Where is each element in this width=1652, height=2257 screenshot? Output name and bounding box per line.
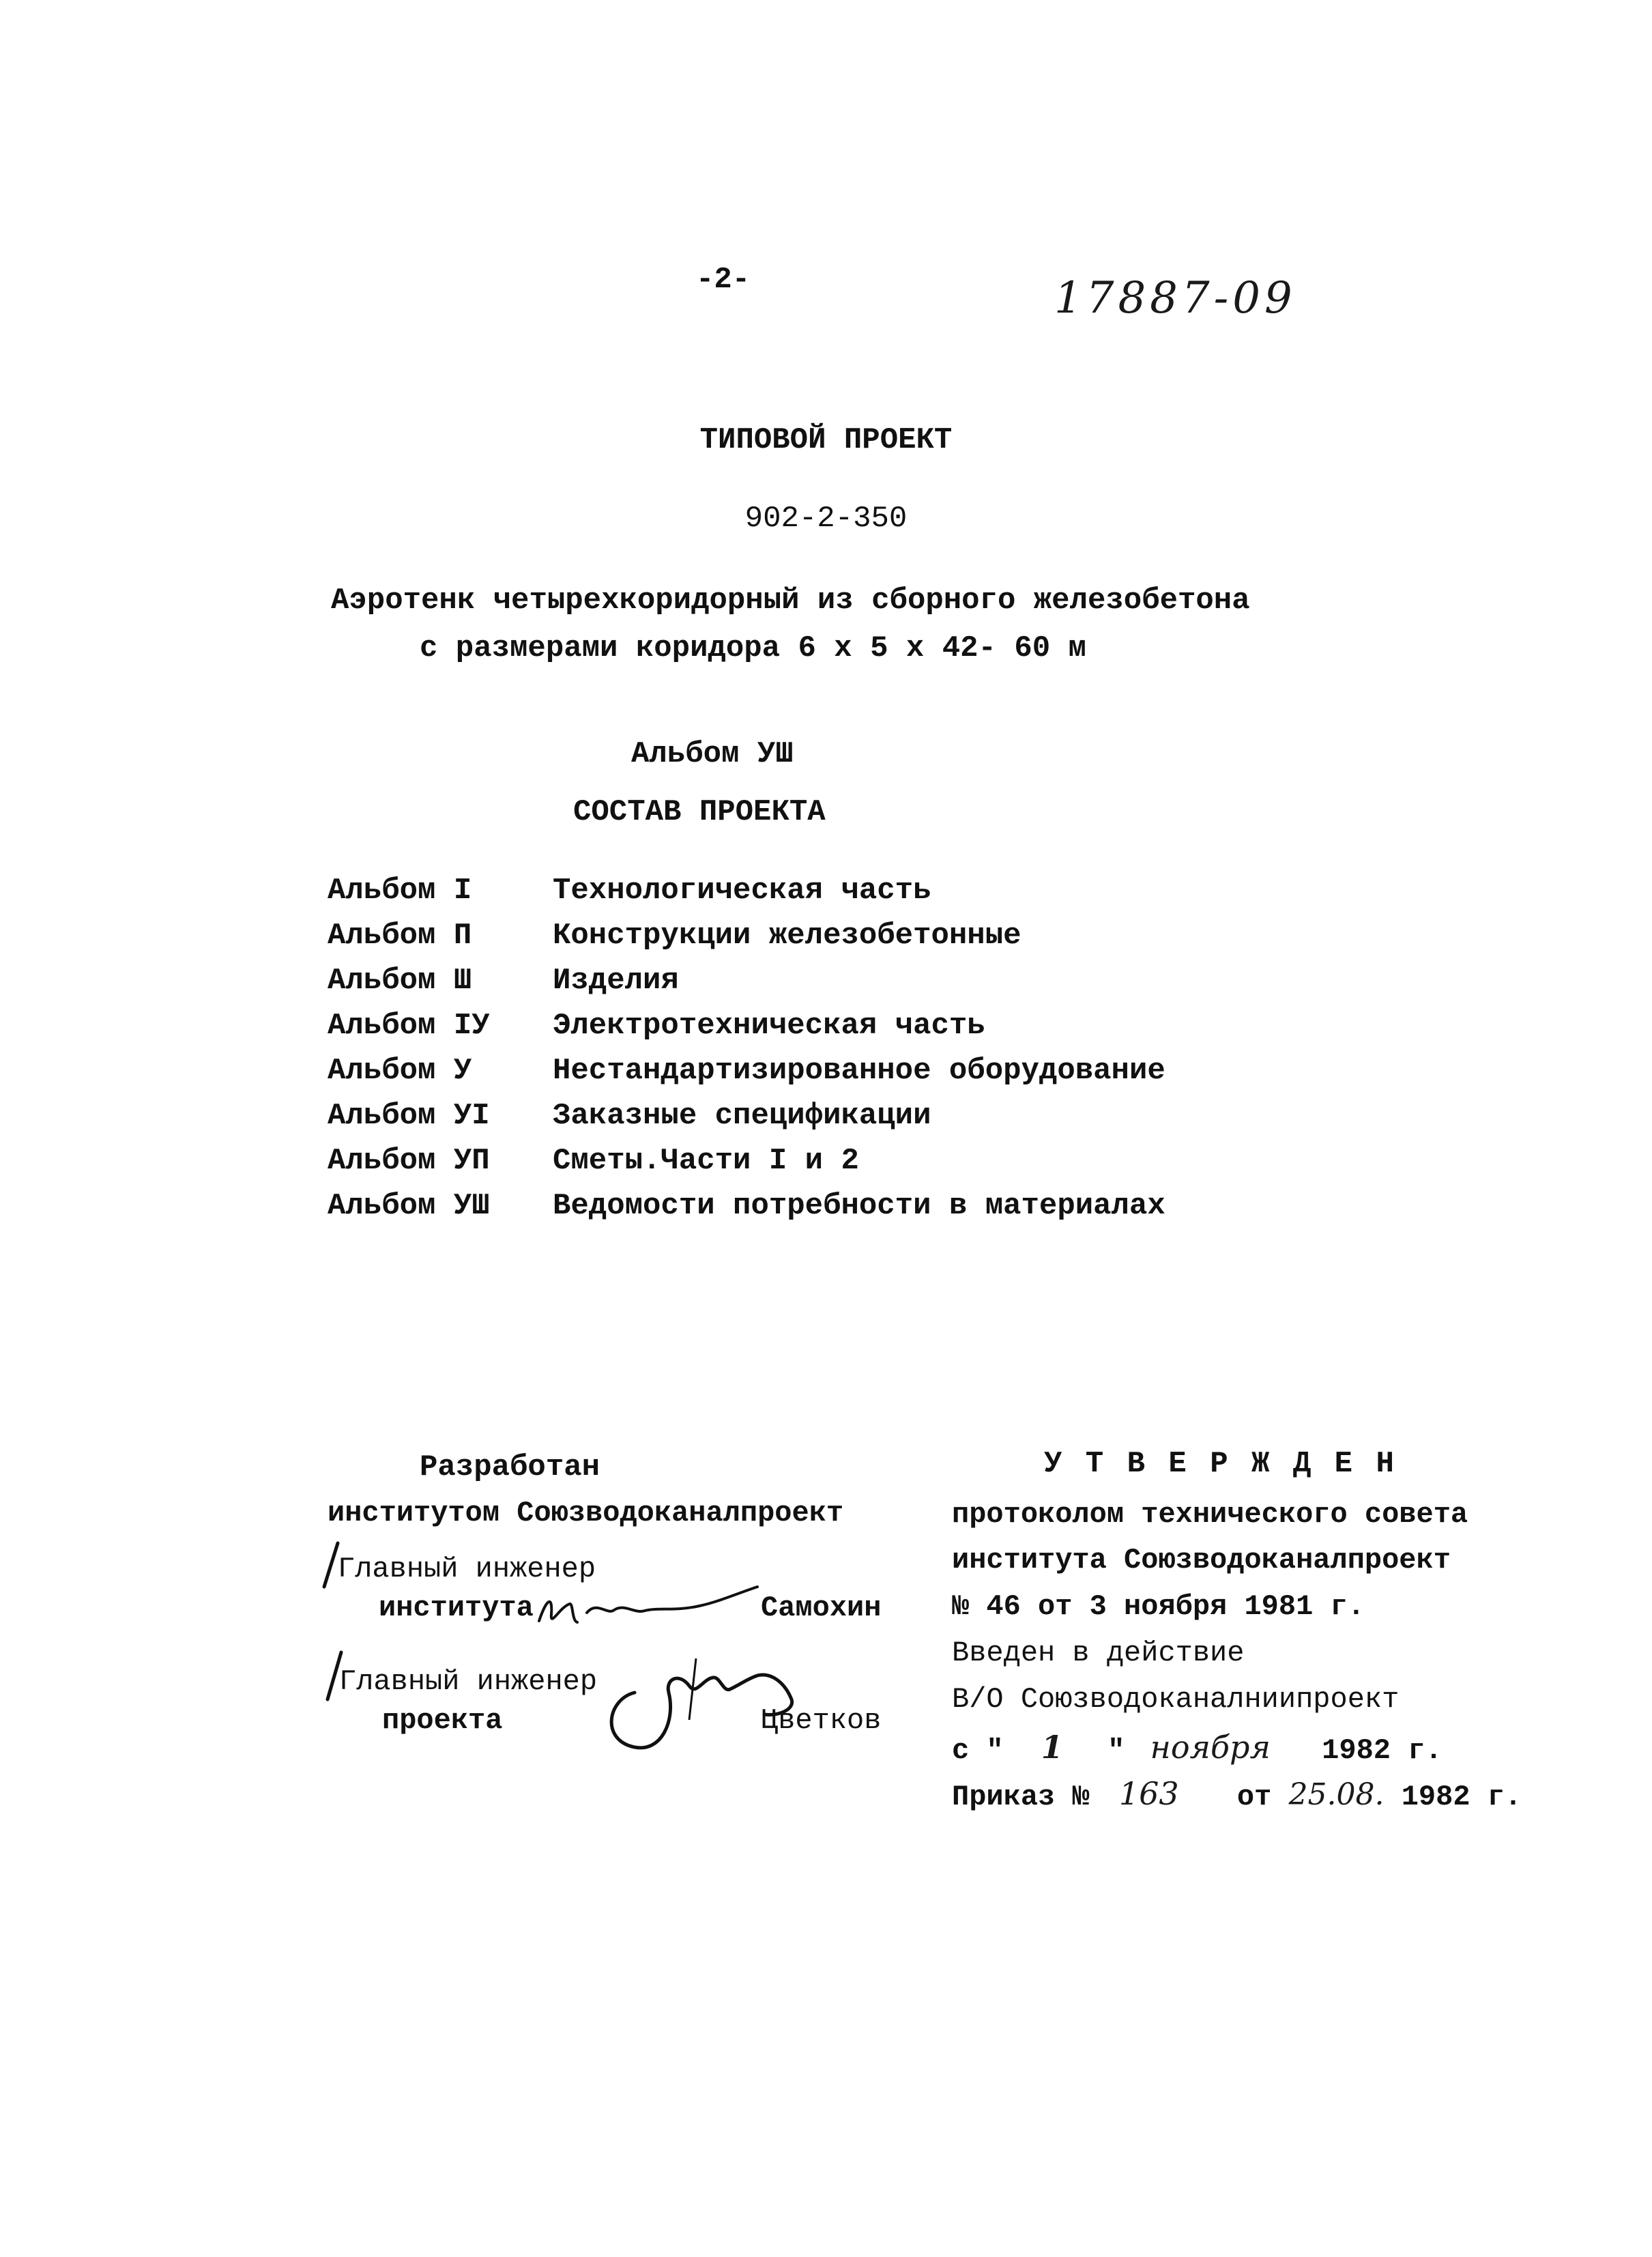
- order-year: 1982 г.: [1401, 1781, 1522, 1813]
- chief-engineer-project-label2: проекта: [382, 1704, 503, 1737]
- list-item: [328, 1054, 1283, 1099]
- effective-date: [952, 1729, 1443, 1767]
- document-code: 17887-09: [1054, 273, 1296, 324]
- contents-heading: СОСТАВ ПРОЕКТА: [573, 795, 826, 829]
- order-number: 163: [1118, 1775, 1179, 1812]
- chief-engineer-project-name: Цветков: [761, 1704, 882, 1737]
- approved-line2: института Союзводоканалпроект: [952, 1544, 1451, 1577]
- album-title: Конструкции железобетонные: [553, 919, 1021, 953]
- list-item: [328, 1009, 1283, 1054]
- album-title: Заказные спецификации: [553, 1099, 931, 1133]
- date-quote: ": [1107, 1734, 1125, 1767]
- project-description-line2: с размерами коридора 6 х 5 х 42- 60 м: [420, 631, 1086, 665]
- order-date: 25.08.: [1288, 1777, 1385, 1812]
- album-number: Альбом Ш: [328, 964, 472, 998]
- list-item: [328, 964, 1283, 1009]
- album-title: Ведомости потребности в материалах: [553, 1189, 1165, 1223]
- project-description-line1: Аэротенк четырехкоридорный из сборного железобетона: [331, 584, 1250, 618]
- album-number: Альбом УШ: [328, 1189, 490, 1223]
- chief-engineer-institute-name: Самохин: [761, 1592, 882, 1624]
- album-title: Изделия: [553, 964, 679, 998]
- chief-engineer-institute-label2: института: [379, 1592, 534, 1624]
- list-item: [328, 1189, 1283, 1234]
- date-year: 1982 г.: [1322, 1734, 1443, 1767]
- developed-label: Разработан: [420, 1450, 600, 1484]
- developed-institute: институтом Союзводоканалпроект: [328, 1497, 844, 1529]
- album-number: Альбом IУ: [328, 1009, 490, 1043]
- album-number: Альбом У: [328, 1054, 472, 1088]
- list-item: [328, 1144, 1283, 1189]
- approved-line1: протоколом технического совета: [952, 1498, 1468, 1531]
- album-number: Альбом УП: [328, 1144, 490, 1178]
- date-prefix: с ": [952, 1734, 1004, 1767]
- approved-heading: У Т В Е Р Ж Д Е Н: [1044, 1447, 1397, 1481]
- date-month: ноября: [1150, 1729, 1271, 1766]
- chief-engineer-project-label: Главный инженер: [339, 1665, 598, 1698]
- order-line: [952, 1776, 1522, 1813]
- album-title: Технологическая часть: [553, 874, 931, 908]
- project-number: 902-2-350: [744, 502, 908, 536]
- album-label: Альбом УШ: [631, 737, 794, 771]
- order-prefix: Приказ №: [952, 1781, 1090, 1813]
- approved-line5: В/О Союзводоканалниипроект: [952, 1683, 1400, 1716]
- date-day: 1: [1041, 1729, 1063, 1766]
- chief-engineer-institute-label: Главный инженер: [338, 1553, 596, 1585]
- page-number: -2-: [696, 263, 751, 297]
- list-item: [328, 1099, 1283, 1144]
- album-title: Электротехническая часть: [553, 1009, 985, 1043]
- album-title: Сметы.Части I и 2: [553, 1144, 859, 1178]
- list-item: [328, 874, 1283, 919]
- signature-samokhin: [532, 1573, 764, 1641]
- album-number: Альбом I: [328, 874, 472, 908]
- approved-line3: № 46 от 3 ноября 1981 г.: [952, 1590, 1365, 1623]
- album-number: Альбом УI: [328, 1099, 490, 1133]
- approved-line4: Введен в действие: [952, 1637, 1245, 1669]
- album-title: Нестандартизированное оборудование: [553, 1054, 1165, 1088]
- album-number: Альбом П: [328, 919, 472, 953]
- order-date-prefix: от: [1236, 1781, 1272, 1813]
- document-heading: ТИПОВОЙ ПРОЕКТ: [699, 423, 953, 457]
- list-item: [328, 919, 1283, 964]
